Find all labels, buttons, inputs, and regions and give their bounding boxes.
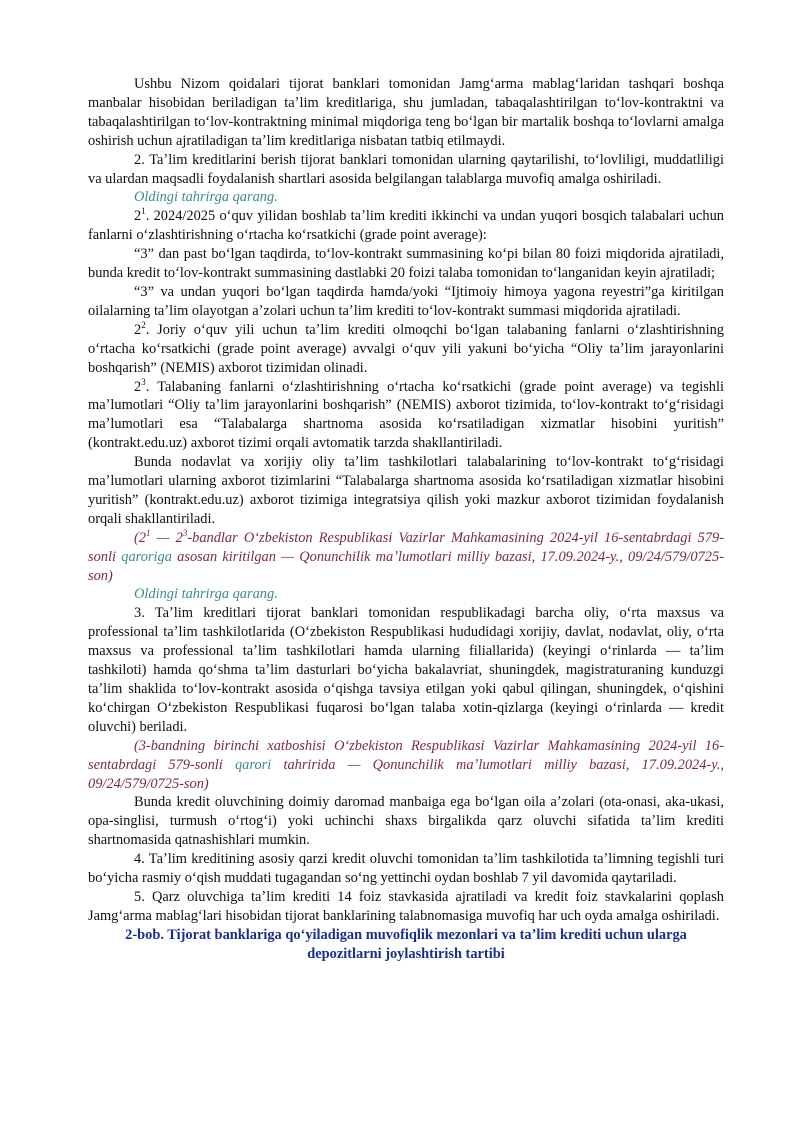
paragraph-2-3-b: Bunda nodavlat va xorijiy oliy taʼlim tashkilotlari talabalarining toʻlov-kontrakt toʻgʻrisidagi maʼlumotlari ularning axborot tizimlarini “Talabalarga shartnoma asosida koʻrsatiladigan xizmatlar hisobini yuritish” (kontrakt.edu.uz) axborot tizimiga integratsiya qilish yoki mazkur axborot tizimidan foydalanish orqali shakllantiriladi. bbox=[88, 454, 724, 527]
paragraph-3: 3. Taʼlim kreditlari tijorat banklari tomonidan respublikadagi barcha oliy, oʻrta maxsus va professional taʼlim tashkilotlarida (Oʻzbekiston Respublikasi hududidagi xorijiy, davlat, nodavlat, oliy, oʻrta maxsus va professional taʼlim tashkilotlari hamda ularning filiallarida) (keyingi oʻrinlarda — taʼlim tashkiloti) hamda qoʻshma taʼlim dasturlari boʻyicha bakalavriat, shuningdek, magistraturaning kunduzgi taʼlim shaklida toʻlov-kontrakt asosida oʻqishga tavsiya etilgan yoki qabul qilingan, shuningdek, oʻqishini koʻchirgan Oʻzbekiston Respublikasi fuqarosi boʻlgan talaba xotin-qizlarga (keyingi oʻrinlarda — kredit oluvchi) beriladi. bbox=[88, 605, 724, 735]
paragraph-3-b: Bunda kredit oluvchining doimiy daromad manbaiga ega boʻlgan oila aʼzolari (ota-onasi, aka-ukasi, opa-singlisi, turmush oʻrtogʻi) yoki uchinchi shaxs birgalikda qarz oluvchi sifatida taʼlim krediti shartnomasida qatnashishlari mumkin. bbox=[88, 794, 724, 849]
document-page bbox=[88, 75, 724, 964]
note-text: tahririda — Qonunchilik maʼlumotlari milliy bazasi, 17.09.2024-y., 09/24/579/0725-son) bbox=[88, 756, 724, 792]
paragraph-number: 2 bbox=[134, 321, 142, 338]
paragraph-4: 4. Taʼlim kreditining asosiy qarzi kredit oluvchi tomonidan taʼlim tashkilotida taʼlimning tegishli turi boʻyicha rasmiy oʻqish muddati tugagandan soʻng yettinchi oydan boshlab 7 yil davomida qaytariladi. bbox=[88, 851, 724, 887]
paragraph-text: . 2024/2025 oʻquv yilidan boshlab taʼlim krediti ikkinchi va undan yuqori bosqich talabalari uchun fanlarni oʻzlashtirishning oʻrtacha koʻrsatkichi (grade point average): bbox=[88, 208, 724, 244]
superscript: 3 bbox=[141, 376, 146, 387]
note-text: (2 bbox=[134, 529, 146, 546]
previous-edition-link[interactable]: Oldingi tahrirga qarang. bbox=[134, 189, 278, 206]
note-text: -bandlar Oʻzbekiston Respublikasi Vazirlar Mahkamasining 2024-yil 16-sentabrdagi 579-sonli bbox=[88, 529, 725, 565]
previous-edition-link[interactable]: Oldingi tahrirga qarang. bbox=[134, 586, 278, 603]
paragraph-5: 5. Qarz oluvchiga taʼlim krediti 14 foiz stavkasida ajratiladi va kredit foiz stavkalarini qoplash Jamgʻarma mablagʻlari hisobidan tijorat banklarining talabnomasiga muvofiq har uch oyda amalga oshiriladi. bbox=[88, 888, 724, 924]
resolution-link[interactable]: qarori bbox=[234, 756, 272, 773]
paragraph-number: 2 bbox=[134, 378, 142, 395]
resolution-link[interactable]: qaroriga bbox=[121, 548, 172, 565]
paragraph-2-3 bbox=[88, 378, 724, 454]
note-text: (3-bandning birinchi xatboshisi Oʻzbekiston Respublikasi Vazirlar Mahkamasining 2024-yil 16-sentabrdagi 579-sonli bbox=[88, 737, 724, 773]
superscript: 3 bbox=[182, 527, 188, 538]
paragraph-2-1-b: “3” va undan yuqori boʻlgan taqdirda hamda/yoki “Ijtimoiy himoya yagona reyestri”ga kiritilgan oilalarning taʼlim olayotgan aʼzolari uchun taʼlim krediti toʻlov-kontrakt summasi miqdorida ajratiladi. bbox=[88, 283, 724, 319]
paragraph-text: . Talabaning fanlarni oʻzlashtirishning oʻrtacha koʻrsatkichi (grade point average) va tegishli maʼlumotlari “Oliy taʼlim jarayonlarini boshqarish” (NEMIS) axborot tizimida, toʻlov-kontrakt toʻgʻrisidagi maʼlumotlari esa “Talabalarga shartnoma asosida koʻrsatiladigan xizmatlar hisobini yuritish” (kontrakt.edu.uz) axborot tizimi orqali avtomatik tarzda shakllantiriladi. bbox=[88, 378, 724, 452]
superscript: 2 bbox=[141, 319, 146, 330]
paragraph-number: 2 bbox=[134, 208, 142, 225]
paragraph-text: . Joriy oʻquv yili uchun taʼlim krediti olmoqchi boʻlgan talabaning fanlarni oʻzlashtirishning oʻrtacha koʻrsatkichi (grade point average) avvalgi oʻquv yili yakuni boʻyicha “Oliy taʼlim jarayonlarini boshqarish” (NEMIS) axborot tizimidan olinadi. bbox=[88, 321, 724, 376]
paragraph-intro: Ushbu Nizom qoidalari tijorat banklari tomonidan Jamgʻarma mablagʻlaridan tashqari boshqa manbalar hisobidan beriladigan taʼlim kreditlariga, shu jumladan, tabaqalashtirilgan toʻlov-kontraktni va tabaqalashtirilgan toʻlov-kontraktning minimal miqdoriga teng boʻlgan bir martalik boshqa toʻlovlarni amalga oshirish uchun ajratiladigan taʼlim kreditlariga nisbatan tatbiq etilmaydi. bbox=[88, 76, 724, 149]
note-text: — 2 bbox=[150, 529, 183, 546]
paragraph-2: 2. Taʼlim kreditlarini berish tijorat banklari tomonidan ularning qaytarilishi, toʻlovliligi, muddatliligi va ulardan maqsadli foydalanish shartlari asosida belgilangan talablarga muvofiq amalga oshiriladi. bbox=[88, 151, 724, 187]
superscript: 1 bbox=[146, 527, 151, 538]
note-text: asosan kiritilgan — Qonunchilik maʼlumotlari milliy bazasi, 17.09.2024-y., 09/24/579/0725-son) bbox=[88, 548, 724, 584]
amendment-note-2 bbox=[88, 737, 724, 794]
superscript: 1 bbox=[141, 206, 146, 217]
amendment-note-1 bbox=[88, 529, 724, 586]
paragraph-2-1 bbox=[88, 207, 724, 245]
chapter-heading: 2-bob. Tijorat banklariga qoʻyiladigan muvofiqlik mezonlari va taʼlim krediti uchun ularga depozitlarni joylashtirish tartibi bbox=[125, 926, 687, 962]
paragraph-2-2 bbox=[88, 321, 724, 378]
paragraph-2-1-a: “3” dan past boʻlgan taqdirda, toʻlov-kontrakt summasining koʻpi bilan 80 foizi miqdorida ajratiladi, bunda kredit toʻlov-kontrakt summasining dastlabki 20 foizi talaba tomonidan toʻlanganidan keyin ajratiladi; bbox=[88, 246, 724, 282]
